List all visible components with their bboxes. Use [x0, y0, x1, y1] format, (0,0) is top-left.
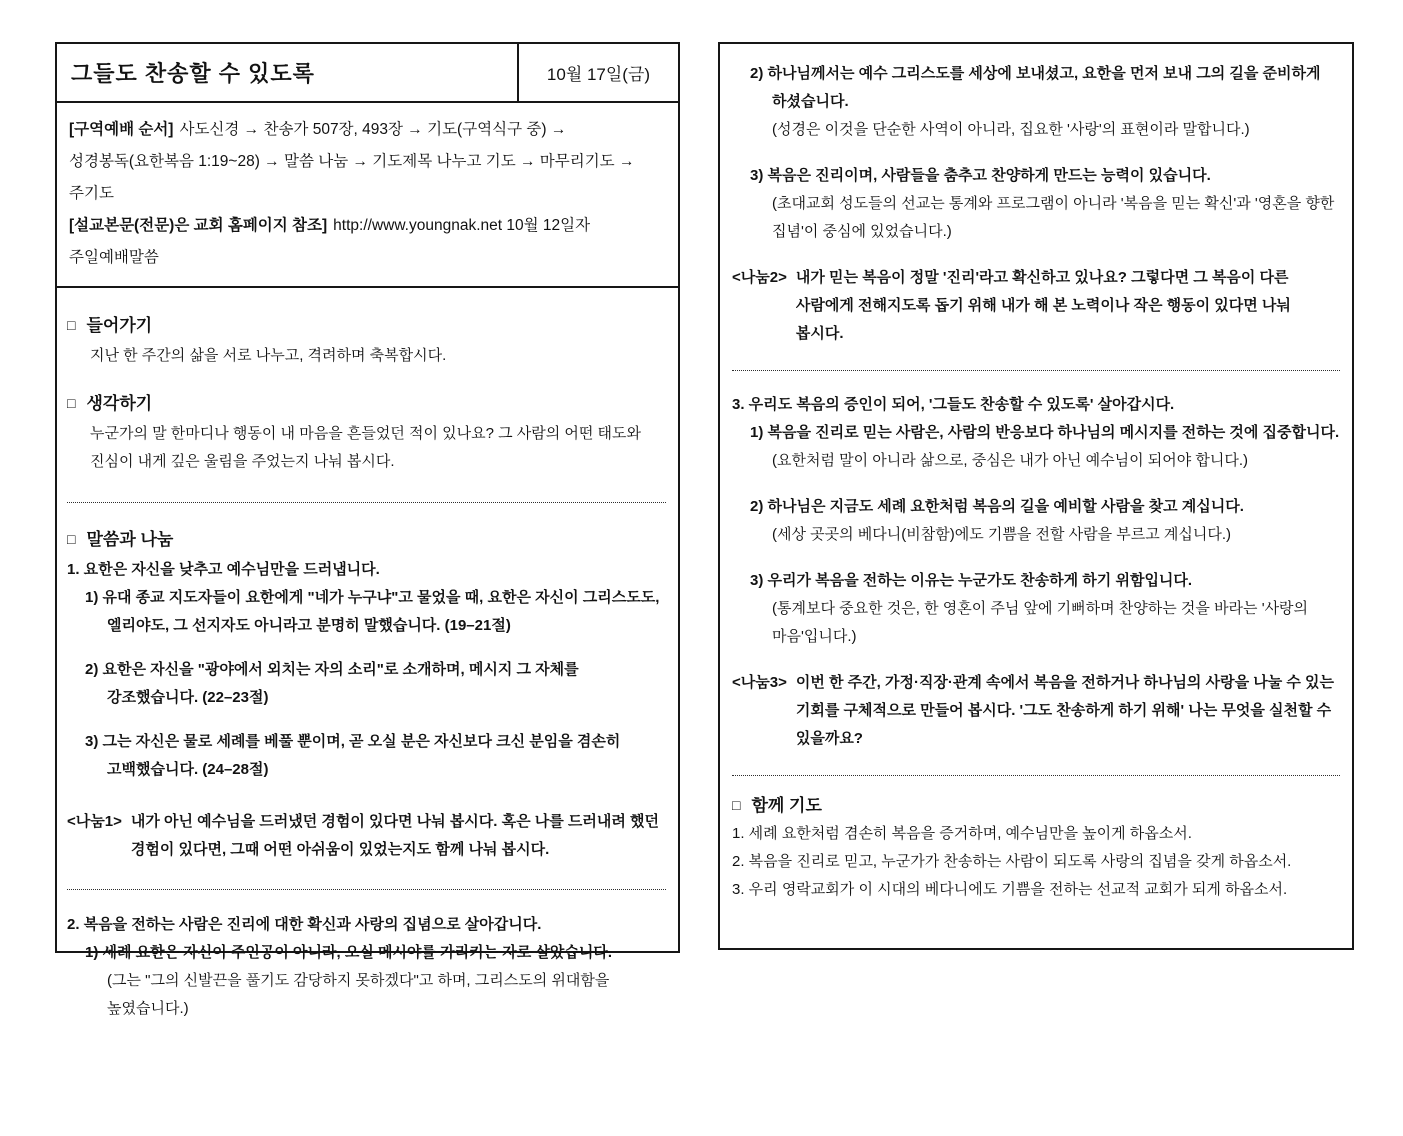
left-panel	[55, 42, 680, 1017]
right-content	[732, 60, 1340, 904]
checkbox-icon: □	[67, 317, 76, 333]
point3-sub2-note: (세상 곳곳의 베다니(비참함)에도 기쁨을 전할 사람을 부르고 계십니다.)	[772, 526, 1232, 543]
checkbox-icon: □	[732, 797, 741, 813]
point1-sub3: 3) 그는 자신은 물로 세례를 베풀 뿐이며, 곧 오실 분은 자신보다 크신 분임을 겸손히 고백했습니다. (24–28절)	[85, 733, 621, 778]
right-panel	[718, 42, 1354, 950]
section-word-heading	[67, 526, 666, 554]
sharing2-text: 내가 믿는 복음이 정말 '진리'라고 확신하고 있나요? 그렇다면 그 복음이 다른 사람에게 전해지도록 돕기 위해 내가 해 본 노력이나 작은 행동이 있다면 나눠 봅시다.	[795, 269, 1291, 342]
point2-title: 2. 복음을 전하는 사람은 진리에 대한 확신과 사랑의 집념으로 살아갑니다.	[67, 916, 542, 933]
prayer-item: 2. 복음을 진리로 믿고, 누군가가 찬송하는 사람이 되도록 사랑의 집념을 갖게 하옵소서.	[732, 853, 1292, 870]
section-intro-body: 지난 한 주간의 삶을 서로 나누고, 격려하며 축복합시다.	[90, 347, 447, 364]
sharing1-label: <나눔1>	[67, 813, 122, 830]
section-intro-title: 들어가기	[86, 316, 153, 335]
point1-sub2: 2) 요한은 자신을 "광야에서 외치는 자의 소리"로 소개하며, 메시지 그 자체를 강조했습니다. (22–23절)	[85, 661, 579, 706]
service-order-line2: 성경봉독(요한복음 1:19~28) → 말씀 나눔 → 기도제목 나누고 기도 → 마무리기도 → 주기도	[69, 153, 635, 202]
service-order-section	[57, 103, 678, 288]
dotted-divider	[67, 502, 666, 503]
service-order-line1	[69, 114, 666, 146]
prayer-item: 3. 우리 영락교회가 이 시대의 베다니에도 기쁨을 전하는 선교적 교회가 되게 하옵소서.	[732, 881, 1288, 898]
page-title: 그들도 찬송할 수 있도록	[71, 61, 315, 86]
point2-sub3: 3) 복음은 진리이며, 사람들을 춤추고 찬양하게 만드는 능력이 있습니다.	[750, 167, 1211, 184]
point2-sub1-note: (그는 "그의 신발끈을 풀기도 감당하지 못하겠다"고 하며, 그리스도의 위대함을 높였습니다.)	[107, 972, 610, 1017]
dotted-divider	[67, 889, 666, 890]
point1-sub1: 1) 유대 종교 지도자들이 요한에게 "네가 누구냐"고 물었을 때, 요한은 자신이 그리스도도, 엘리야도, 그 선지자도 아니라고 분명히 말했습니다. (19–21절)	[85, 589, 660, 634]
sharing2-label: <나눔2>	[732, 269, 787, 286]
checkbox-icon: □	[67, 531, 76, 547]
left-content	[57, 288, 678, 1136]
sharing3-text: 이번 한 주간, 가정·직장·관계 속에서 복음을 전하거나 하나님의 사랑을 나눌 수 있는 기회를 구체적으로 만들어 봅시다. '그도 찬송하게 하기 위해' 나는 무엇을 실천할 수 있을까요?	[795, 674, 1335, 747]
point3-title: 3. 우리도 복음의 증인이 되어, '그들도 찬송할 수 있도록' 살아갑시다.	[732, 396, 1175, 413]
point3-sub3-note: (통계보다 중요한 것은, 한 영혼이 주님 앞에 기뻐하며 찬양하는 것을 바라는 '사랑의 마음'입니다.)	[772, 600, 1309, 645]
point3-sub2: 2) 하나님은 지금도 세례 요한처럼 복음의 길을 예비할 사람을 찾고 계십니다.	[750, 498, 1244, 515]
section-prayer-title: 함께 기도	[751, 796, 822, 815]
sharing2-item	[732, 264, 1340, 348]
sharing1-item	[67, 808, 666, 864]
section-word-title: 말씀과 나눔	[86, 530, 174, 549]
point1-title: 1. 요한은 자신을 낮추고 예수님만을 드러냅니다.	[67, 561, 380, 578]
section-prayer-heading	[732, 792, 1340, 820]
dotted-divider	[732, 370, 1340, 371]
point2-sub2: 2) 하나님께서는 예수 그리스도를 세상에 보내셨고, 요한을 먼저 보내 그의 길을 준비하게 하셨습니다.	[750, 65, 1321, 110]
point3-sub1-note: (요한처럼 말이 아니라 삶으로, 중심은 내가 아닌 예수님이 되어야 합니다.)	[772, 452, 1249, 469]
point2-sub3-note: (초대교회 성도들의 선교는 통계와 프로그램이 아니라 '복음을 믿는 확신'과 '영혼을 향한 집념'이 중심에 있었습니다.)	[772, 195, 1335, 240]
sermon-reference-line	[69, 210, 666, 274]
point3-sub1: 1) 복음을 진리로 믿는 사람은, 사람의 반응보다 하나님의 메시지를 전하는 것에 집중합니다.	[750, 424, 1340, 441]
sharing3-label: <나눔3>	[732, 674, 787, 691]
service-order-text1: 사도신경 → 찬송가 507장, 493장 → 기도(구역식구 중) →	[179, 121, 567, 138]
checkbox-icon: □	[67, 395, 76, 411]
dotted-divider	[732, 775, 1340, 776]
title-row	[57, 44, 678, 103]
section-intro-heading	[67, 312, 666, 340]
sharing3-item	[732, 669, 1340, 753]
point2-sub1: 1) 세례 요한은 자신이 주인공이 아니라, 오실 메시야를 가리키는 자로 살았습니다.	[85, 944, 613, 961]
section-think-title: 생각하기	[86, 394, 153, 413]
section-think-heading	[67, 390, 666, 418]
date-label: 10월 17일(금)	[517, 44, 678, 101]
prayer-item: 1. 세례 요한처럼 겸손히 복음을 증거하며, 예수님만을 높이게 하옵소서.	[732, 825, 1192, 842]
sermon-reference-label: [설교본문(전문)은 교회 홈페이지 참조]	[69, 217, 328, 234]
sharing1-text: 내가 아닌 예수님을 드러냈던 경험이 있다면 나눠 봅시다. 혹은 나를 드러내려 했던 경험이 있다면, 그때 어떤 아쉬움이 있었는지도 함께 나눠 봅시다.	[130, 813, 660, 858]
sermon-reference-text: http://www.youngnak.net 10월 12일자 주일예배말씀	[69, 217, 591, 266]
section-think-body: 누군가의 말 한마디나 행동이 내 마음을 흔들었던 적이 있나요? 그 사람의 어떤 태도와 진심이 내게 깊은 울림을 주었는지 나눠 봅시다.	[90, 425, 642, 470]
service-order-label: [구역예배 순서]	[69, 121, 174, 138]
point2-sub2-note: (성경은 이것을 단순한 사역이 아니라, 집요한 '사랑'의 표현이라 말합니다.)	[772, 121, 1250, 138]
point3-sub3: 3) 우리가 복음을 전하는 이유는 누군가도 찬송하게 하기 위함입니다.	[750, 572, 1193, 589]
